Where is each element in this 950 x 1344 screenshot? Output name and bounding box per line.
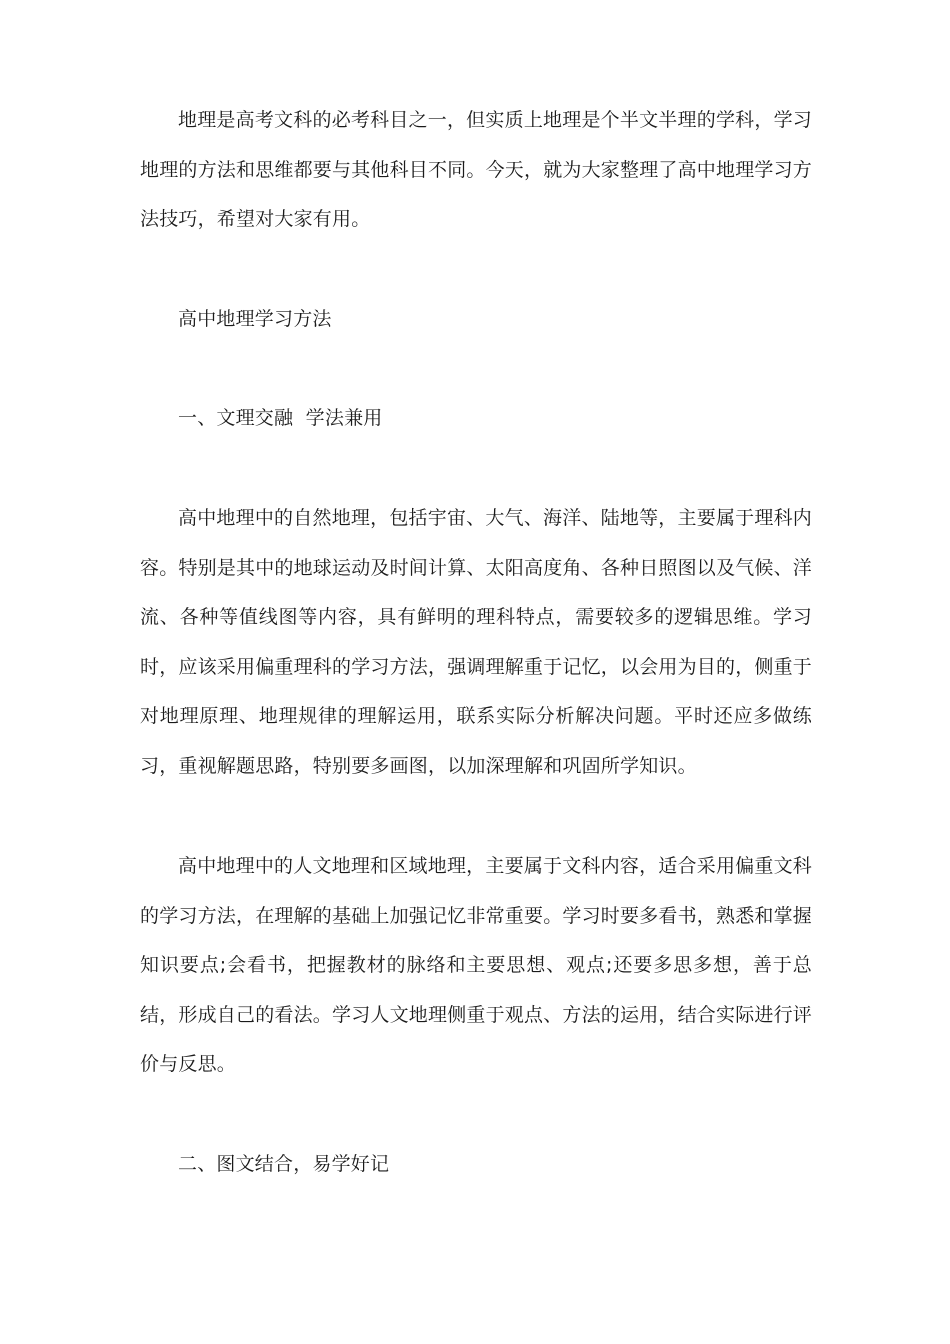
- section-1-heading: 一、文理交融 学法兼用: [178, 407, 383, 429]
- document-title: 高中地理学习方法: [178, 308, 332, 330]
- human-geography-paragraph: 高中地理中的人文地理和区域地理，主要属于文科内容，适合采用偏重文科的学习方法，在理解的基础上加强记忆非常重要。学习时要多看书，熟悉和掌握知识要点;会看书，把握教材的脉络和主要思想、观点;还要多思多想，善于总结，形成自己的看法。学习人文地理侧重于观点、方法的运用，结合实际进行评价与反思。: [140, 855, 813, 1075]
- natural-geography-paragraph: 高中地理中的自然地理，包括宇宙、大气、海洋、陆地等，主要属于理科内容。特别是其中的地球运动及时间计算、太阳高度角、各种日照图以及气候、洋流、各种等值线图等内容，具有鲜明的理科特点，需要较多的逻辑思维。学习时，应该采用偏重理科的学习方法，强调理解重于记忆，以会用为目的，侧重于对地理原理、地理规律的理解运用，联系实际分析解决问题。平时还应多做练习，重视解题思路，特别要多画图，以加深理解和巩固所学知识。: [140, 507, 813, 777]
- section-2-heading: 二、图文结合，易学好记: [178, 1153, 390, 1175]
- intro-paragraph: 地理是高考文科的必考科目之一，但实质上地理是个半文半理的学科，学习地理的方法和思维都要与其他科目不同。今天，就为大家整理了高中地理学习方法技巧，希望对大家有用。: [140, 109, 813, 230]
